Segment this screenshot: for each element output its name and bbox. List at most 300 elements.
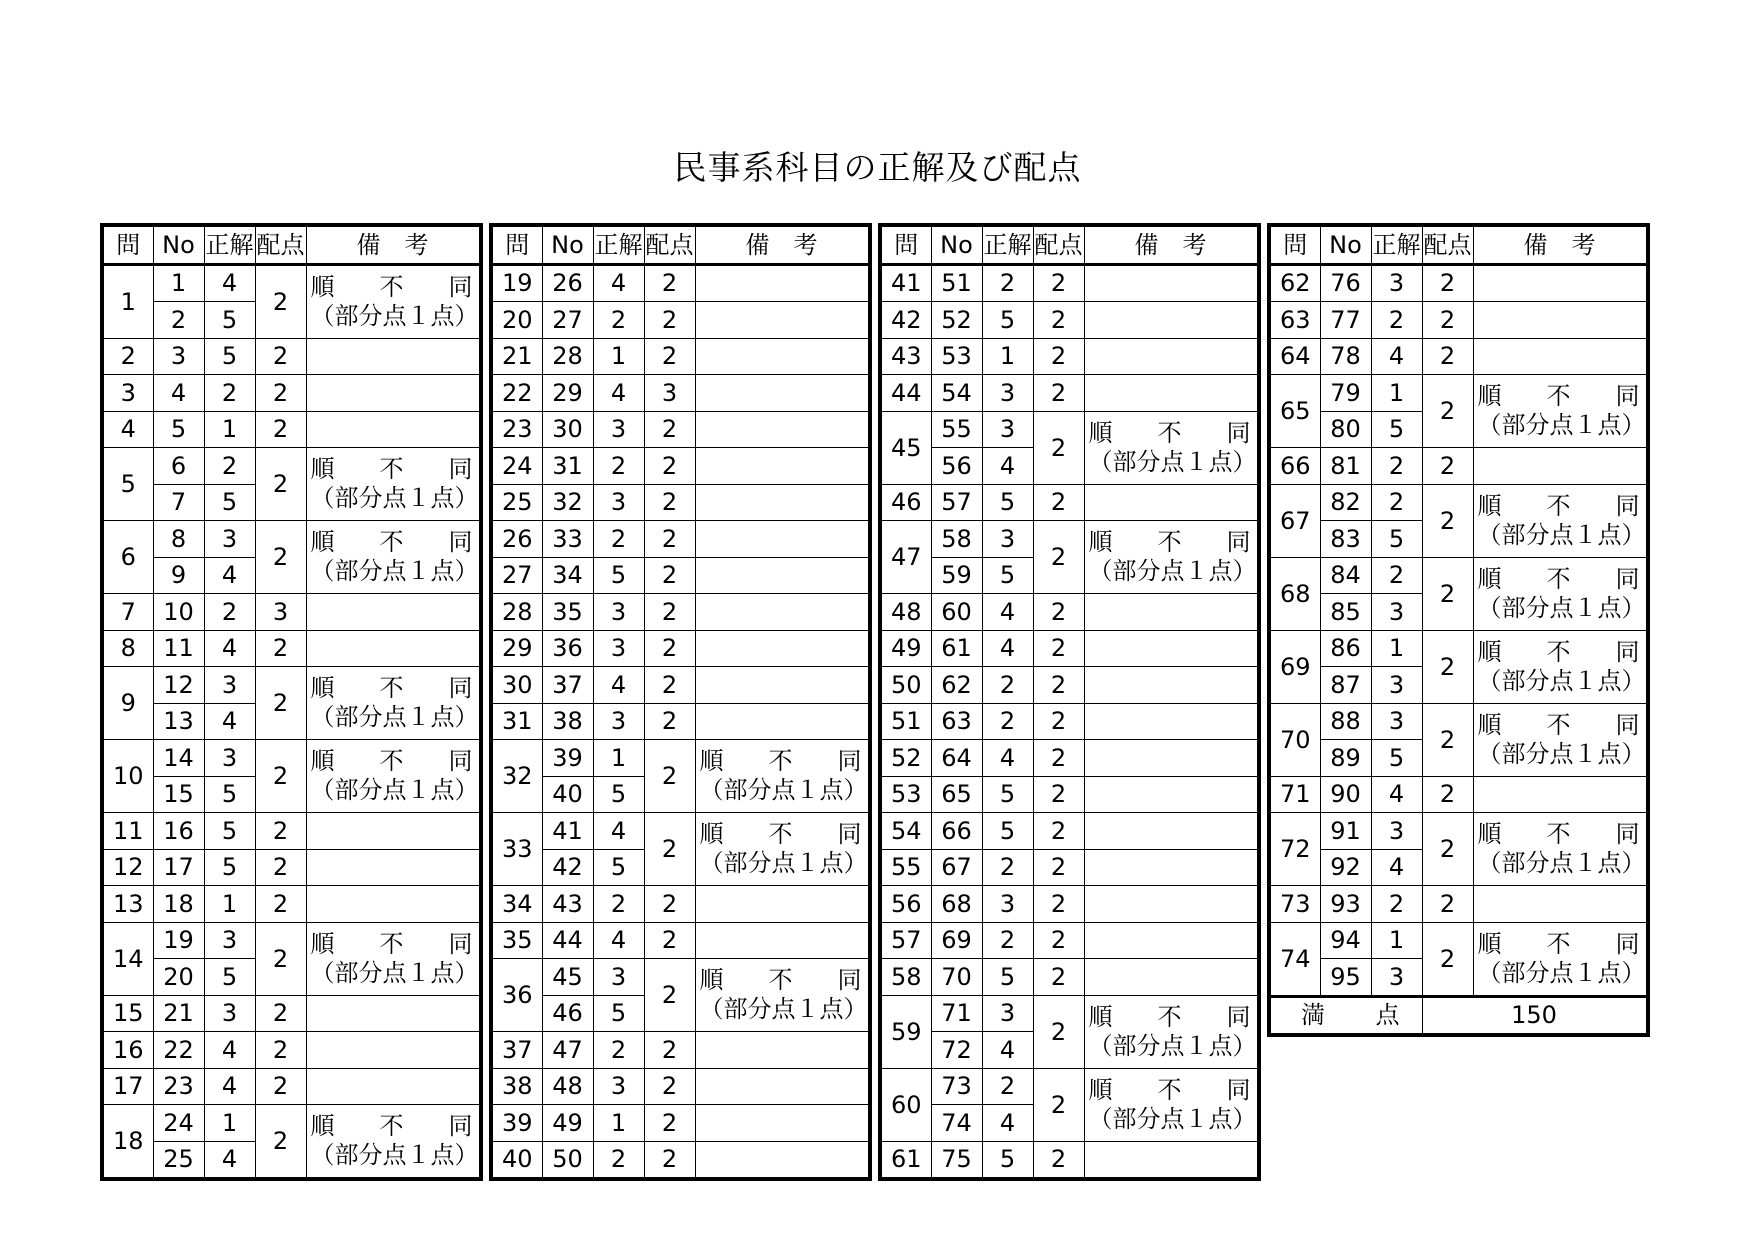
item-number: 63 bbox=[931, 703, 982, 740]
question-number: 62 bbox=[1269, 264, 1320, 302]
remarks bbox=[1084, 302, 1259, 339]
question-number: 72 bbox=[1269, 813, 1320, 886]
note-word: 同 bbox=[448, 1112, 473, 1140]
remarks bbox=[695, 1105, 870, 1142]
table-row bbox=[491, 813, 870, 850]
question-number: 57 bbox=[880, 922, 931, 959]
note-word: 同 bbox=[1615, 382, 1640, 410]
correct-answer: 2 bbox=[1371, 557, 1422, 594]
points: 2 bbox=[1033, 776, 1084, 813]
order-any-note bbox=[311, 674, 479, 703]
question-number: 53 bbox=[880, 776, 931, 813]
table-row bbox=[491, 1141, 870, 1179]
item-number: 55 bbox=[931, 411, 982, 448]
header-row bbox=[880, 225, 1259, 264]
remarks bbox=[1473, 922, 1648, 996]
remarks bbox=[306, 375, 481, 412]
question-number: 3 bbox=[102, 375, 153, 412]
correct-answer: 3 bbox=[593, 959, 644, 996]
points: 2 bbox=[644, 484, 695, 521]
answer-table-4 bbox=[1267, 223, 1650, 1037]
remarks bbox=[1084, 594, 1259, 631]
question-number: 12 bbox=[102, 849, 153, 886]
question-number: 64 bbox=[1269, 338, 1320, 375]
correct-answer: 4 bbox=[204, 630, 255, 667]
table-row bbox=[880, 302, 1259, 339]
note-word: 順 bbox=[1088, 528, 1113, 556]
question-number: 45 bbox=[880, 411, 931, 484]
table-row bbox=[102, 1032, 481, 1069]
item-number: 1 bbox=[153, 264, 204, 302]
question-number: 69 bbox=[1269, 630, 1320, 703]
table-row bbox=[491, 1068, 870, 1105]
note-word: 不 bbox=[379, 674, 404, 702]
points: 2 bbox=[644, 411, 695, 448]
note-word: 同 bbox=[1615, 491, 1640, 520]
order-any-note bbox=[1478, 638, 1646, 667]
remarks bbox=[1084, 1068, 1259, 1141]
question-number: 19 bbox=[491, 264, 542, 302]
question-number: 43 bbox=[880, 338, 931, 375]
question-number: 18 bbox=[102, 1105, 153, 1180]
correct-answer: 3 bbox=[982, 886, 1033, 923]
question-number: 14 bbox=[102, 922, 153, 995]
note-word: 順 bbox=[1477, 710, 1502, 739]
note-word: 順 bbox=[699, 966, 724, 994]
table-row bbox=[491, 959, 870, 996]
question-number: 71 bbox=[1269, 776, 1320, 813]
table-row bbox=[880, 630, 1259, 667]
note-word: 同 bbox=[1226, 1075, 1251, 1104]
points: 2 bbox=[255, 411, 306, 448]
note-word: 同 bbox=[1615, 637, 1640, 666]
remarks bbox=[695, 667, 870, 704]
col-header-pts: 配点 bbox=[255, 225, 306, 264]
note-word: 順 bbox=[1477, 637, 1502, 666]
col-header-no: No bbox=[153, 225, 204, 264]
item-number: 22 bbox=[153, 1032, 204, 1069]
header-row bbox=[1269, 225, 1648, 264]
remarks bbox=[306, 1032, 481, 1069]
col-header-note: 備 考 bbox=[1473, 225, 1648, 264]
correct-answer: 4 bbox=[204, 1032, 255, 1069]
item-number: 28 bbox=[542, 338, 593, 375]
col-header-ans: 正解 bbox=[982, 225, 1033, 264]
item-number: 64 bbox=[931, 740, 982, 777]
note-word: 順 bbox=[310, 528, 335, 556]
table-row bbox=[880, 922, 1259, 959]
item-number: 66 bbox=[931, 813, 982, 850]
note-word: 同 bbox=[448, 528, 473, 556]
correct-answer: 5 bbox=[204, 959, 255, 996]
total-label-b: 点 bbox=[1375, 1001, 1400, 1030]
points: 2 bbox=[644, 264, 695, 302]
correct-answer: 4 bbox=[593, 375, 644, 412]
table-row bbox=[880, 703, 1259, 740]
table-row bbox=[1269, 703, 1648, 740]
remarks bbox=[695, 264, 870, 302]
correct-answer: 4 bbox=[593, 922, 644, 959]
partial-credit-note: （部分点１点） bbox=[1088, 1031, 1257, 1060]
points: 2 bbox=[1422, 557, 1473, 630]
points: 2 bbox=[1033, 1141, 1084, 1179]
table-row bbox=[102, 264, 481, 302]
order-any-note bbox=[311, 930, 479, 959]
partial-credit-note: （部分点１点） bbox=[310, 776, 479, 804]
correct-answer: 3 bbox=[982, 995, 1033, 1032]
points: 2 bbox=[1422, 922, 1473, 996]
table-row bbox=[880, 484, 1259, 521]
question-number: 65 bbox=[1269, 375, 1320, 448]
table-row bbox=[102, 813, 481, 850]
correct-answer: 4 bbox=[982, 1105, 1033, 1142]
col-header-ans: 正解 bbox=[1371, 225, 1422, 264]
order-any-note bbox=[1478, 820, 1646, 849]
table-row bbox=[491, 1032, 870, 1069]
item-number: 70 bbox=[931, 959, 982, 996]
item-number: 12 bbox=[153, 667, 204, 704]
question-number: 55 bbox=[880, 849, 931, 886]
order-any-note bbox=[700, 966, 868, 995]
remarks bbox=[695, 1068, 870, 1105]
table-row bbox=[880, 375, 1259, 412]
correct-answer: 1 bbox=[204, 886, 255, 923]
table-row bbox=[102, 1068, 481, 1105]
question-number: 20 bbox=[491, 302, 542, 339]
correct-answer: 5 bbox=[593, 776, 644, 813]
item-number: 56 bbox=[931, 448, 982, 485]
remarks bbox=[695, 302, 870, 339]
table-row bbox=[1269, 302, 1648, 339]
order-any-note bbox=[1089, 528, 1257, 557]
correct-answer: 2 bbox=[593, 1032, 644, 1069]
total-label-text bbox=[1271, 1001, 1422, 1030]
remarks bbox=[695, 594, 870, 631]
table-row bbox=[880, 521, 1259, 558]
correct-answer: 5 bbox=[982, 1141, 1033, 1179]
correct-answer: 3 bbox=[204, 922, 255, 959]
question-number: 60 bbox=[880, 1068, 931, 1141]
table-row bbox=[102, 667, 481, 704]
table-row bbox=[102, 375, 481, 412]
item-number: 6 bbox=[153, 448, 204, 485]
question-number: 11 bbox=[102, 813, 153, 850]
question-number: 67 bbox=[1269, 484, 1320, 557]
item-number: 92 bbox=[1320, 849, 1371, 886]
remarks bbox=[306, 264, 481, 338]
item-number: 35 bbox=[542, 594, 593, 631]
remarks bbox=[306, 1105, 481, 1180]
item-number: 42 bbox=[542, 849, 593, 886]
correct-answer: 3 bbox=[593, 411, 644, 448]
note-word: 同 bbox=[1226, 1002, 1251, 1031]
total-row bbox=[1269, 996, 1648, 1035]
table-row bbox=[880, 594, 1259, 631]
order-any-note bbox=[1089, 1003, 1257, 1032]
item-number: 27 bbox=[542, 302, 593, 339]
item-number: 86 bbox=[1320, 630, 1371, 667]
item-number: 82 bbox=[1320, 484, 1371, 521]
question-number: 46 bbox=[880, 484, 931, 521]
table-row bbox=[491, 375, 870, 412]
remarks bbox=[695, 630, 870, 667]
answer-table-1 bbox=[100, 223, 483, 1181]
correct-answer: 2 bbox=[982, 922, 1033, 959]
question-number: 23 bbox=[491, 411, 542, 448]
col-header-pts: 配点 bbox=[644, 225, 695, 264]
total-label-a: 満 bbox=[1301, 1001, 1325, 1030]
item-number: 52 bbox=[931, 302, 982, 339]
points: 2 bbox=[255, 338, 306, 375]
table-row bbox=[491, 521, 870, 558]
item-number: 8 bbox=[153, 521, 204, 558]
correct-answer: 3 bbox=[982, 521, 1033, 558]
remarks bbox=[1084, 484, 1259, 521]
points: 2 bbox=[644, 521, 695, 558]
question-number: 52 bbox=[880, 740, 931, 777]
remarks bbox=[695, 703, 870, 740]
order-any-note bbox=[700, 747, 868, 776]
points: 2 bbox=[1422, 375, 1473, 448]
item-number: 93 bbox=[1320, 886, 1371, 923]
points: 2 bbox=[1422, 703, 1473, 776]
table-row bbox=[880, 995, 1259, 1032]
points: 2 bbox=[255, 264, 306, 338]
note-word: 順 bbox=[310, 747, 335, 775]
question-number: 29 bbox=[491, 630, 542, 667]
question-number: 9 bbox=[102, 667, 153, 740]
points: 2 bbox=[644, 1105, 695, 1142]
correct-answer: 4 bbox=[204, 703, 255, 740]
correct-answer: 2 bbox=[593, 886, 644, 923]
question-number: 30 bbox=[491, 667, 542, 704]
note-word: 同 bbox=[448, 674, 473, 702]
points: 2 bbox=[644, 886, 695, 923]
col-header-no: No bbox=[1320, 225, 1371, 264]
question-number: 24 bbox=[491, 448, 542, 485]
correct-answer: 5 bbox=[204, 484, 255, 521]
item-number: 7 bbox=[153, 484, 204, 521]
item-number: 16 bbox=[153, 813, 204, 850]
note-word: 順 bbox=[310, 1112, 335, 1140]
correct-answer: 2 bbox=[982, 264, 1033, 302]
table-row bbox=[880, 776, 1259, 813]
correct-answer: 1 bbox=[593, 740, 644, 777]
question-number: 13 bbox=[102, 886, 153, 923]
remarks bbox=[695, 484, 870, 521]
points: 2 bbox=[1422, 302, 1473, 339]
correct-answer: 1 bbox=[204, 1105, 255, 1142]
item-number: 49 bbox=[542, 1105, 593, 1142]
col-header-no: No bbox=[542, 225, 593, 264]
remarks bbox=[1473, 302, 1648, 339]
points: 3 bbox=[644, 375, 695, 412]
partial-credit-note: （部分点１点） bbox=[310, 484, 479, 512]
correct-answer: 5 bbox=[593, 849, 644, 886]
col-header-pts: 配点 bbox=[1422, 225, 1473, 264]
correct-answer: 4 bbox=[1371, 338, 1422, 375]
correct-answer: 2 bbox=[204, 448, 255, 485]
item-number: 83 bbox=[1320, 521, 1371, 558]
points: 2 bbox=[1033, 521, 1084, 594]
points: 2 bbox=[644, 557, 695, 594]
question-number: 17 bbox=[102, 1068, 153, 1105]
question-number: 61 bbox=[880, 1141, 931, 1179]
item-number: 69 bbox=[931, 922, 982, 959]
note-word: 不 bbox=[1157, 528, 1182, 556]
note-word: 不 bbox=[1546, 929, 1571, 958]
remarks bbox=[695, 411, 870, 448]
points: 2 bbox=[644, 922, 695, 959]
remarks bbox=[306, 886, 481, 923]
item-number: 24 bbox=[153, 1105, 204, 1142]
points: 2 bbox=[1033, 959, 1084, 996]
table-row bbox=[102, 1105, 481, 1142]
remarks bbox=[695, 922, 870, 959]
note-word: 順 bbox=[1088, 1075, 1113, 1104]
remarks bbox=[306, 594, 481, 631]
remarks bbox=[1084, 411, 1259, 484]
points: 2 bbox=[644, 959, 695, 1032]
table-row bbox=[1269, 375, 1648, 412]
item-number: 85 bbox=[1320, 594, 1371, 631]
remarks bbox=[306, 849, 481, 886]
item-number: 76 bbox=[1320, 264, 1371, 302]
table-row bbox=[491, 667, 870, 704]
order-any-note bbox=[1478, 382, 1646, 411]
points: 2 bbox=[1033, 667, 1084, 704]
note-word: 順 bbox=[699, 747, 724, 775]
note-word: 不 bbox=[379, 272, 404, 301]
item-number: 5 bbox=[153, 411, 204, 448]
note-word: 同 bbox=[1615, 710, 1640, 739]
question-number: 26 bbox=[491, 521, 542, 558]
item-number: 88 bbox=[1320, 703, 1371, 740]
partial-credit-note: （部分点１点） bbox=[310, 958, 479, 987]
points: 2 bbox=[1422, 630, 1473, 703]
correct-answer: 5 bbox=[204, 813, 255, 850]
table-row bbox=[491, 922, 870, 959]
table-row bbox=[880, 1141, 1259, 1179]
question-number: 47 bbox=[880, 521, 931, 594]
item-number: 74 bbox=[931, 1105, 982, 1142]
remarks bbox=[1473, 813, 1648, 886]
item-number: 37 bbox=[542, 667, 593, 704]
order-any-note bbox=[311, 528, 479, 557]
table-row bbox=[491, 703, 870, 740]
question-number: 50 bbox=[880, 667, 931, 704]
table-row bbox=[102, 995, 481, 1032]
correct-answer: 4 bbox=[204, 557, 255, 594]
correct-answer: 3 bbox=[1371, 959, 1422, 997]
points: 2 bbox=[255, 1105, 306, 1180]
points: 2 bbox=[1033, 264, 1084, 302]
correct-answer: 2 bbox=[204, 375, 255, 412]
note-word: 同 bbox=[1615, 929, 1640, 958]
correct-answer: 4 bbox=[982, 448, 1033, 485]
note-word: 順 bbox=[310, 455, 335, 483]
points: 2 bbox=[255, 922, 306, 995]
table-row bbox=[880, 886, 1259, 923]
points: 2 bbox=[1033, 1068, 1084, 1141]
question-number: 2 bbox=[102, 338, 153, 375]
points: 2 bbox=[644, 1032, 695, 1069]
remarks bbox=[695, 1141, 870, 1179]
correct-answer: 3 bbox=[1371, 703, 1422, 740]
partial-credit-note: （部分点１点） bbox=[1477, 593, 1646, 622]
correct-answer: 2 bbox=[204, 594, 255, 631]
points: 2 bbox=[644, 1068, 695, 1105]
correct-answer: 4 bbox=[982, 630, 1033, 667]
correct-answer: 5 bbox=[982, 776, 1033, 813]
item-number: 72 bbox=[931, 1032, 982, 1069]
question-number: 5 bbox=[102, 448, 153, 521]
question-number: 41 bbox=[880, 264, 931, 302]
item-number: 20 bbox=[153, 959, 204, 996]
table-row bbox=[880, 1068, 1259, 1105]
item-number: 18 bbox=[153, 886, 204, 923]
note-word: 順 bbox=[699, 820, 724, 848]
question-number: 10 bbox=[102, 740, 153, 813]
order-any-note bbox=[1478, 492, 1646, 521]
question-number: 4 bbox=[102, 411, 153, 448]
remarks bbox=[1084, 630, 1259, 667]
points: 2 bbox=[1422, 484, 1473, 557]
question-number: 34 bbox=[491, 886, 542, 923]
col-header-note: 備 考 bbox=[1084, 225, 1259, 264]
correct-answer: 4 bbox=[982, 740, 1033, 777]
points: 2 bbox=[1033, 411, 1084, 484]
remarks bbox=[695, 1032, 870, 1069]
table-row bbox=[880, 740, 1259, 777]
remarks bbox=[1084, 1141, 1259, 1179]
question-number: 22 bbox=[491, 375, 542, 412]
note-word: 順 bbox=[1088, 1002, 1113, 1031]
note-word: 不 bbox=[1546, 564, 1571, 593]
correct-answer: 3 bbox=[593, 484, 644, 521]
answer-table-3 bbox=[878, 223, 1261, 1181]
item-number: 4 bbox=[153, 375, 204, 412]
item-number: 46 bbox=[542, 995, 593, 1032]
table-row bbox=[491, 630, 870, 667]
remarks bbox=[306, 740, 481, 813]
points: 2 bbox=[255, 1032, 306, 1069]
table-row bbox=[1269, 264, 1648, 302]
remarks bbox=[1084, 959, 1259, 996]
points: 3 bbox=[255, 594, 306, 631]
item-number: 58 bbox=[931, 521, 982, 558]
points: 2 bbox=[1422, 448, 1473, 485]
points: 2 bbox=[255, 375, 306, 412]
total-value: 150 bbox=[1422, 996, 1648, 1035]
note-word: 順 bbox=[310, 674, 335, 702]
item-number: 44 bbox=[542, 922, 593, 959]
note-word: 不 bbox=[1546, 491, 1571, 520]
remarks bbox=[1084, 995, 1259, 1068]
question-number: 28 bbox=[491, 594, 542, 631]
table-row bbox=[1269, 922, 1648, 959]
table-row bbox=[491, 411, 870, 448]
partial-credit-note: （部分点１点） bbox=[1477, 520, 1646, 549]
remarks bbox=[306, 448, 481, 521]
table-row bbox=[880, 849, 1259, 886]
table-row bbox=[1269, 484, 1648, 521]
table-row bbox=[491, 302, 870, 339]
question-number: 74 bbox=[1269, 922, 1320, 996]
item-number: 77 bbox=[1320, 302, 1371, 339]
note-word: 不 bbox=[1546, 710, 1571, 739]
note-word: 不 bbox=[1157, 1002, 1182, 1031]
